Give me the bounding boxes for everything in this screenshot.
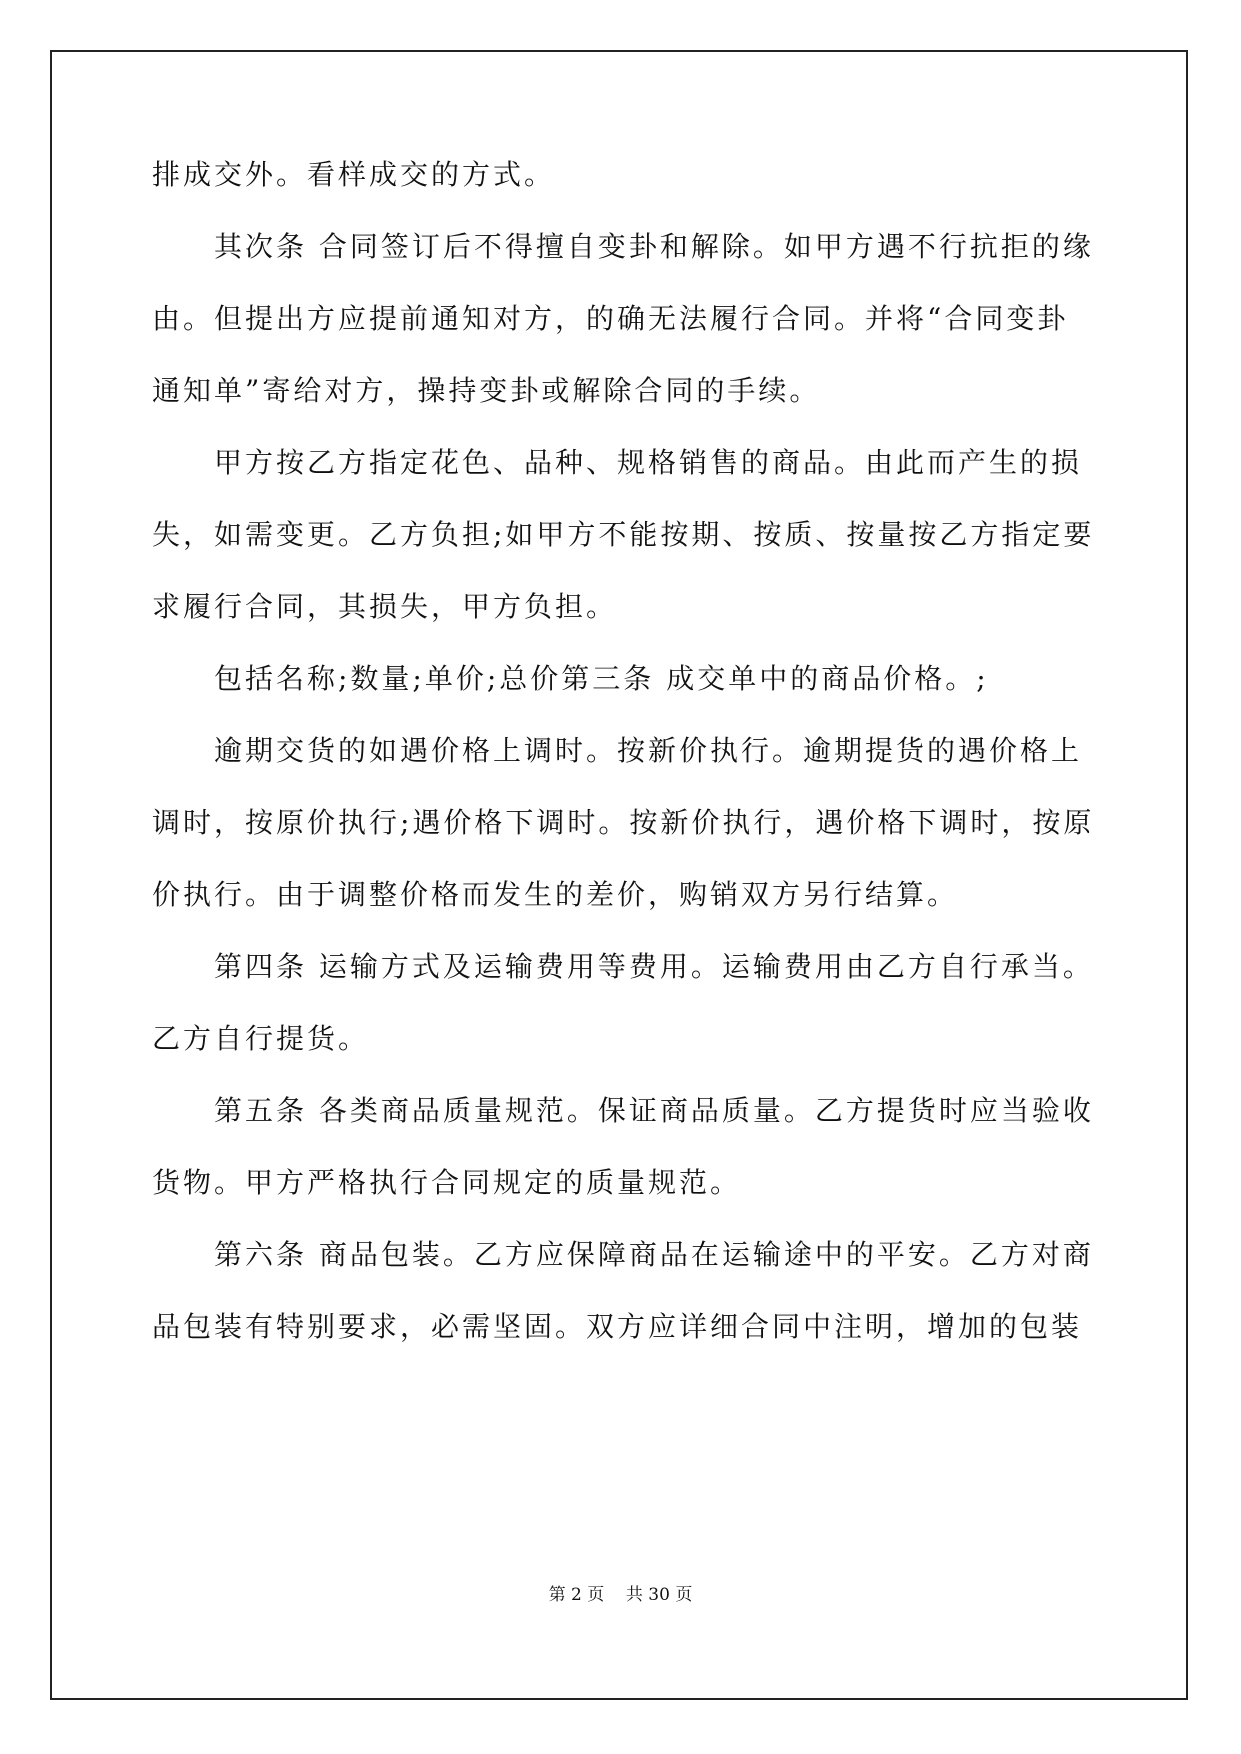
- text-line-11: 价执行。由于调整价格而发生的差价，购销双方另行结算。: [152, 878, 959, 911]
- text-line-2: 其次条 合同签订后不得擅自变卦和解除。如甲方遇不行抗拒的缘: [214, 230, 1094, 263]
- page-footer: [0, 1584, 1241, 1606]
- text-line-13: 乙方自行提货。: [152, 1022, 370, 1055]
- text-line-7: 求履行合同，其损失，甲方负担。: [152, 590, 618, 623]
- text-line-15: 货物。甲方严格执行合同规定的质量规范。: [152, 1166, 742, 1199]
- text-line-10: 调时，按原价执行;遇价格下调时。按新价执行，遇价格下调时，按原: [152, 806, 1095, 839]
- text-line-9: 逾期交货的如遇价格上调时。按新价执行。逾期提货的遇价格上: [214, 734, 1083, 767]
- page-number-label: 第 2 页 共 30 页: [548, 1585, 693, 1605]
- text-line-6: 失，如需变更。乙方负担;如甲方不能按期、按质、按量按乙方指定要: [152, 518, 1095, 551]
- text-line-16: 第六条 商品包装。乙方应保障商品在运输途中的平安。乙方对商: [214, 1238, 1094, 1271]
- text-line-1: 排成交外。看样成交的方式。: [152, 158, 556, 191]
- text-line-8: 包括名称;数量;单价;总价第三条 成交单中的商品价格。;: [214, 662, 989, 695]
- text-line-5: 甲方按乙方指定花色、品种、规格销售的商品。由此而产生的损: [214, 446, 1083, 479]
- text-line-12: 第四条 运输方式及运输费用等费用。运输费用由乙方自行承当。: [214, 950, 1094, 983]
- text-line-3: 由。但提出方应提前通知对方，的确无法履行合同。并将“合同变卦: [152, 302, 1069, 335]
- text-line-17: 品包装有特别要求，必需坚固。双方应详细合同中注明，增加的包装: [152, 1310, 1083, 1343]
- text-line-14: 第五条 各类商品质量规范。保证商品质量。乙方提货时应当验收: [214, 1094, 1094, 1127]
- text-line-4: 通知单”寄给对方，操持变卦或解除合同的手续。: [152, 374, 821, 407]
